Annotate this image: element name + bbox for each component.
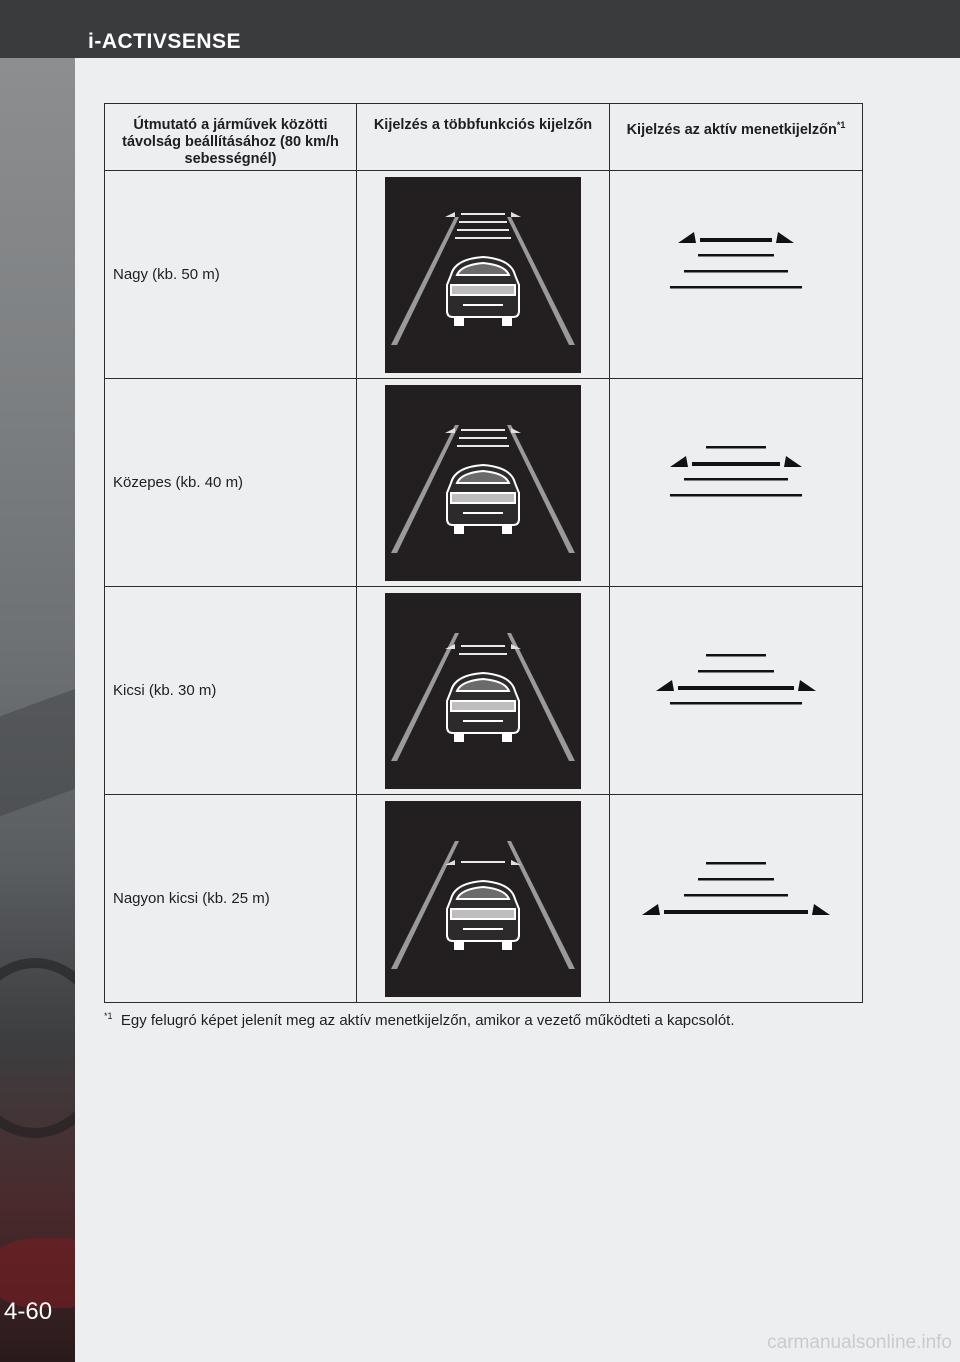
mfd-display-image xyxy=(385,801,581,997)
mfd-display-image xyxy=(385,593,581,789)
sidebar-photo xyxy=(0,58,75,1362)
aad-display-image xyxy=(616,636,856,746)
page-header xyxy=(0,0,960,58)
distance-label: Kicsi (kb. 30 m) xyxy=(105,587,357,795)
aad-display-image xyxy=(616,220,856,330)
distance-label: Nagyon kicsi (kb. 25 m) xyxy=(105,795,357,1003)
table-row xyxy=(105,171,863,379)
distance-label: Közepes (kb. 40 m) xyxy=(105,379,357,587)
header-guide: Útmutató a járművek közötti távolság beállításához (80 km/h sebességnél) xyxy=(105,104,357,171)
footnote-mark: *1 xyxy=(104,1011,113,1021)
mfd-display-image xyxy=(385,385,581,581)
mfd-cell xyxy=(357,171,610,379)
table-row xyxy=(105,587,863,795)
page-number: 4-60 xyxy=(4,1298,53,1325)
table-row xyxy=(105,379,863,587)
aad-display-image xyxy=(616,428,856,538)
header-aad: Kijelzés az aktív menetkijelzőn$^{*1}$ xyxy=(610,104,863,171)
footnote xyxy=(104,1011,735,1029)
mfd-cell xyxy=(357,795,610,1003)
table-row xyxy=(105,795,863,1003)
aad-display-image xyxy=(616,844,856,954)
distance-table xyxy=(104,103,863,1003)
table-header-row xyxy=(105,104,863,171)
aad-cell xyxy=(610,171,863,379)
mfd-display-image xyxy=(385,177,581,373)
mfd-cell xyxy=(357,587,610,795)
section-title: i-ACTIVSENSE xyxy=(88,30,242,53)
aad-cell xyxy=(610,587,863,795)
header-mfd: Kijelzés a többfunkciós kijelzőn xyxy=(357,104,610,171)
footnote-text: Egy felugró képet jelenít meg az aktív menetkijelzőn, amikor a vezető működteti a kapcsolót. xyxy=(120,1012,735,1029)
distance-label: Nagy (kb. 50 m) xyxy=(105,171,357,379)
aad-cell xyxy=(610,379,863,587)
watermark: carmanualsonline.info xyxy=(767,1332,952,1353)
steering-wheel-shape xyxy=(0,958,75,1138)
mfd-cell xyxy=(357,379,610,587)
aad-cell xyxy=(610,795,863,1003)
